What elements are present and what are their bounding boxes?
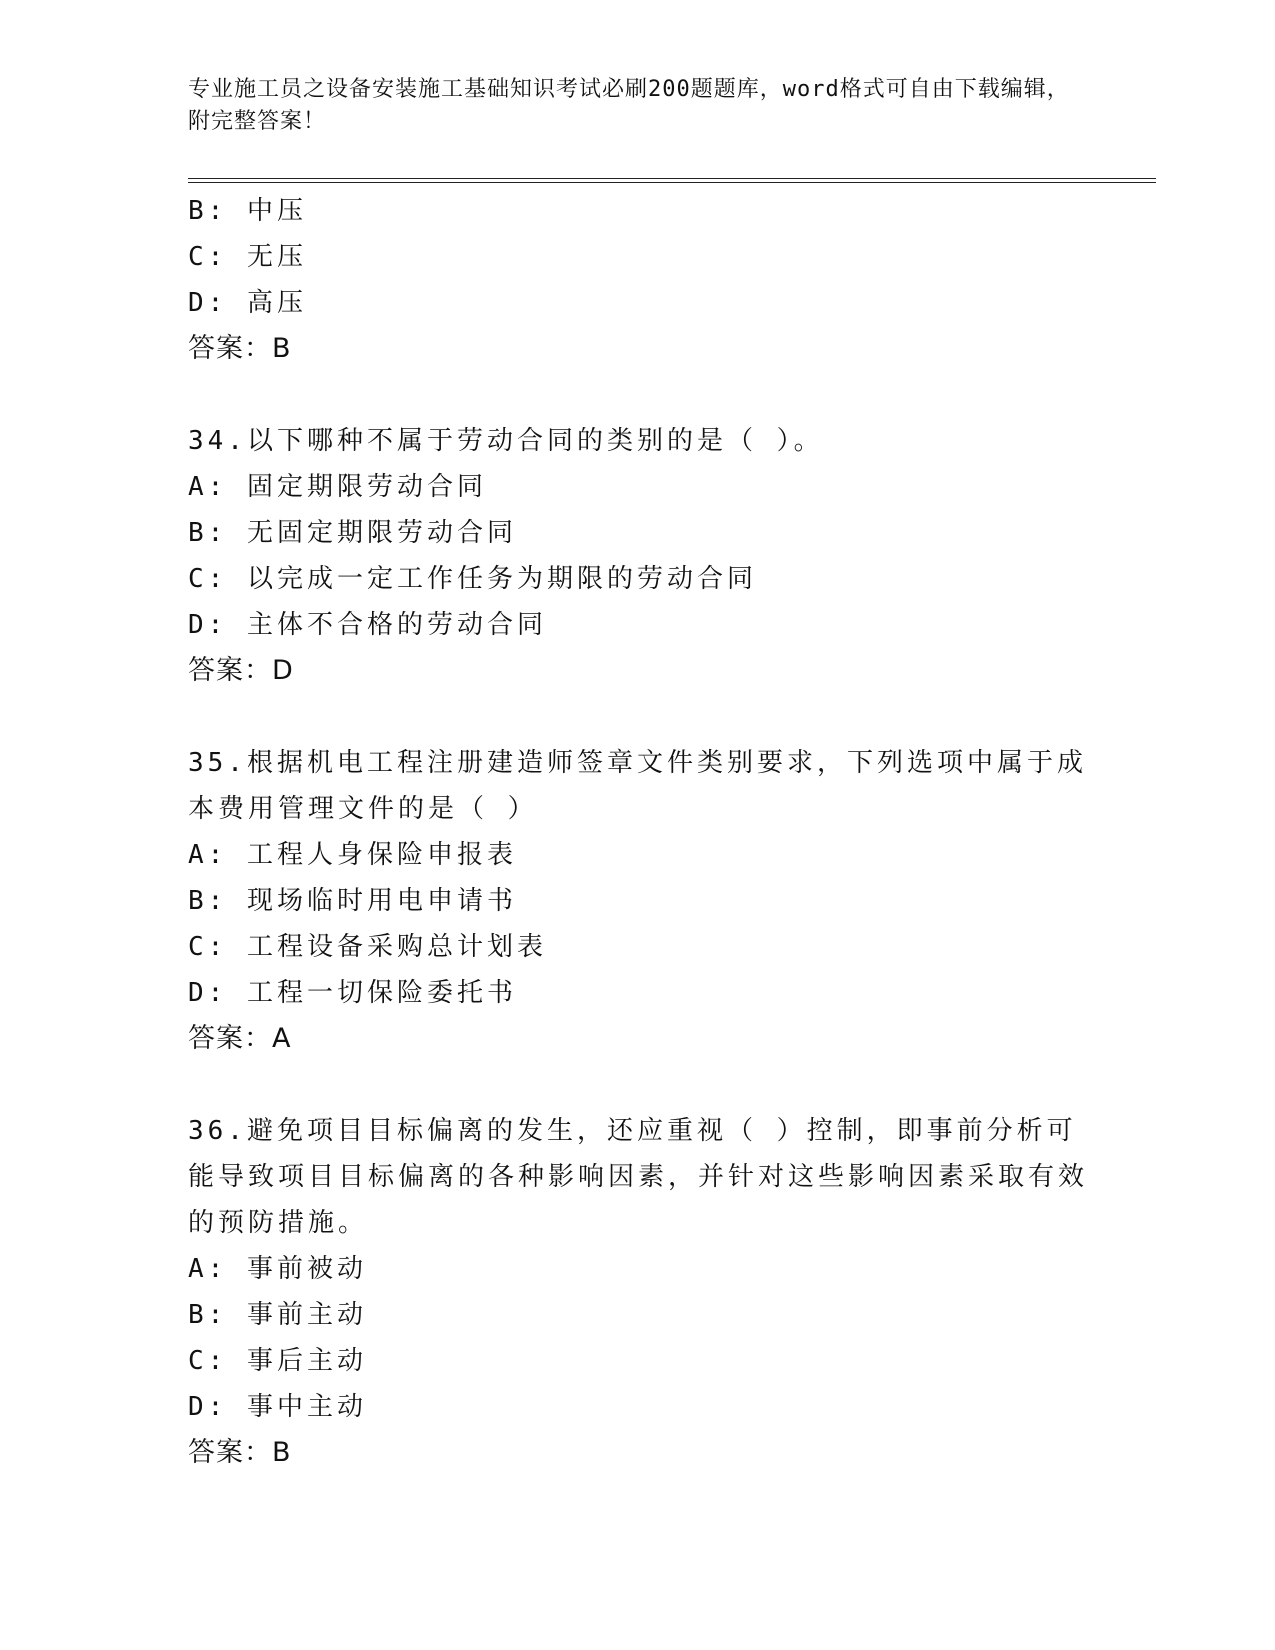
- header-rule-top: [188, 178, 1156, 179]
- option-c: C: 以完成一定工作任务为期限的劳动合同: [188, 564, 757, 594]
- spacer: [188, 372, 1088, 418]
- option-c: C: 无压: [188, 242, 307, 272]
- option-b: B: 中压: [188, 196, 307, 226]
- option-c: C: 事后主动: [188, 1346, 367, 1376]
- answer-line: 答案：A: [188, 1023, 292, 1054]
- question-35: 35.根据机电工程注册建造师签章文件类别要求，下列选项中属于成本费用管理文件的是（ ）: [188, 748, 1087, 824]
- option-d: D: 工程一切保险委托书: [188, 978, 517, 1008]
- option-d: D: 主体不合格的劳动合同: [188, 610, 547, 640]
- option-d: D: 高压: [188, 288, 307, 318]
- option-a: A: 固定期限劳动合同: [188, 472, 487, 502]
- answer-line: 答案：B: [188, 1437, 292, 1468]
- option-c: C: 工程设备采购总计划表: [188, 932, 547, 962]
- answer-line: 答案：B: [188, 333, 292, 364]
- option-b: B: 事前主动: [188, 1300, 367, 1330]
- option-b: B: 现场临时用电申请书: [188, 886, 517, 916]
- spacer: [188, 694, 1088, 740]
- header-rule-bottom: [188, 182, 1156, 183]
- document-header: 专业施工员之设备安装施工基础知识考试必刷200题题库，word格式可自由下载编辑，附完整答案！: [188, 77, 1070, 134]
- option-b: B: 无固定期限劳动合同: [188, 518, 517, 548]
- question-34: 34.以下哪种不属于劳动合同的类别的是（ ）。: [188, 426, 824, 456]
- option-a: A: 事前被动: [188, 1254, 367, 1284]
- option-a: A: 工程人身保险申报表: [188, 840, 517, 870]
- question-36: 36.避免项目目标偏离的发生，还应重视（ ）控制，即事前分析可能导致项目目标偏离的各种影响因素，并针对这些影响因素采取有效的预防措施。: [188, 1116, 1089, 1238]
- document-body: [188, 188, 1088, 1476]
- option-d: D: 事中主动: [188, 1392, 367, 1422]
- answer-line: 答案：D: [188, 655, 294, 686]
- spacer: [188, 1062, 1088, 1108]
